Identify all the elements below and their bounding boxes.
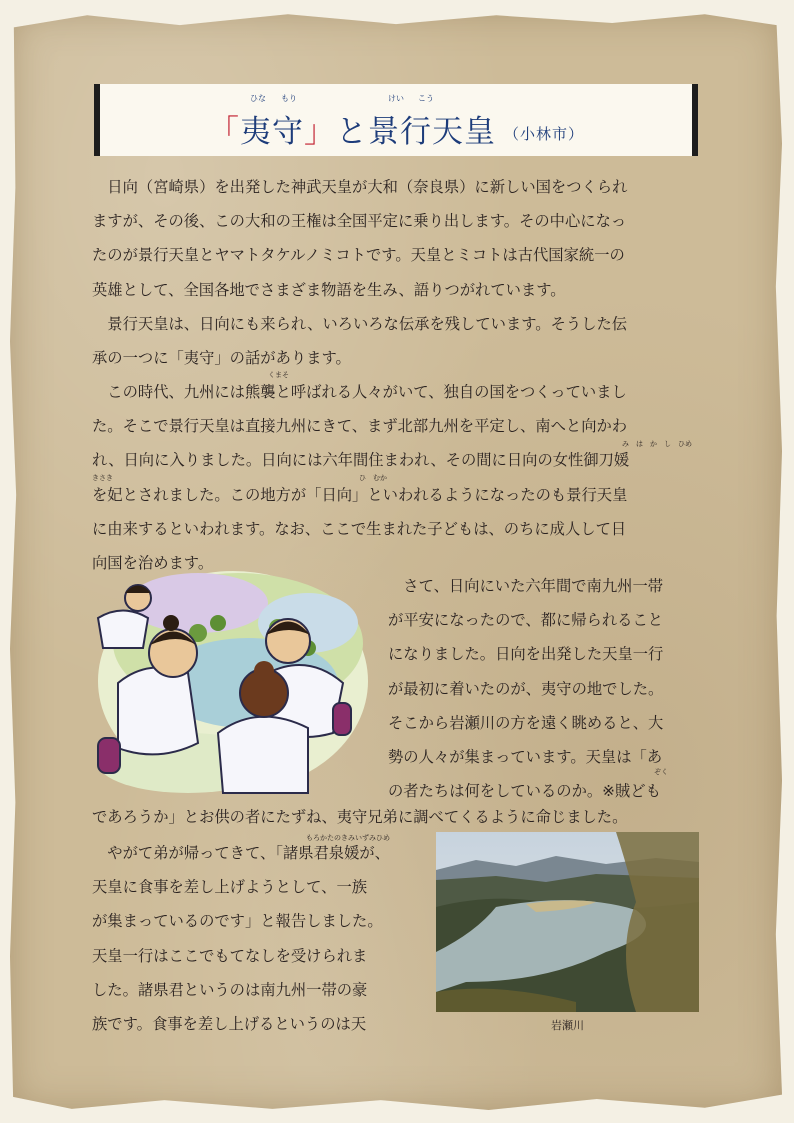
paragraph-4-continued: であろうか」とお供の者にたずね、夷守兄弟に調べてくるように命じました。 <box>92 808 628 826</box>
title-connector: と <box>335 114 368 150</box>
title-emperor: 景行天皇 <box>367 114 496 150</box>
photo-caption: 岩瀬川 <box>551 1019 584 1032</box>
paragraph-5: やがて弟が帰ってきて、「諸県君泉媛が、 天皇に食事を差し上げようとして、一族 が集まっているのです」と報告しました。 天皇一行はここでもてなしを受けられま した。諸県君というのは南九州一帯の豪 族です。食事を差し上げるというのは天 <box>92 844 390 1034</box>
illustration-emperor-party <box>78 563 368 801</box>
title-open-bracket: 「 <box>207 114 240 150</box>
paragraph-3: この時代、九州には熊襲と呼ばれる人々がいて、独自の国をつくっていまし た。そこで景行天皇は直接九州にきて、まず北部九州を平定し、南へと向かわ れ、日向に入りました。日向には六年間住まわれ、その間に日向の女性御刀媛 を妃とされました。この地方が「日向」といわれるようになったのも景行天皇 に由来するといわれます。なお、ここで生まれた子どもは、のちに成人して日 向国を治めます。 <box>92 383 630 573</box>
page-title <box>100 106 692 151</box>
title-location: （小林市） <box>503 125 584 143</box>
title-ruby-kei: けい <box>388 94 404 103</box>
photo-iwase-river <box>436 832 699 1012</box>
title-name: 夷守 <box>239 114 304 150</box>
ruby-morokata: もろかたのきみいずみひめ <box>306 834 390 842</box>
paragraph-2: 景行天皇は、日向にも来られ、いろいろな伝承を残しています。そうした伝 承の一つに「夷守」の話があります。 <box>92 315 628 368</box>
ruby-kisaki: きさき <box>92 474 113 482</box>
title-ruby-mori: もり <box>281 94 297 103</box>
title-ruby-kou: こう <box>418 94 434 103</box>
paragraph-1: 日向（宮崎県）を出発した神武天皇が大和（奈良県）に新しい国をつくられ ますが、その後、この大和の王権は全国平定に乗り出します。その中心になっ たのが景行天皇とヤマトタケルノミコトです。天皇とミコトは古代国家統一の 英雄として、全国各地でさまざま物語を生み、語りつがれています。 <box>92 178 628 299</box>
ruby-kumaso: くまそ <box>268 371 289 379</box>
ruby-himuka: ひ むか <box>359 474 387 482</box>
paragraph-4: さて、日向にいた六年間で南九州一帯 が平安になったので、都に帰られること になりました。日向を出発した天皇一行 が最初に着いたのが、夷守の地でした。 そこから岩瀬川の方を遠く眺めると、大 勢の人々が集まっています。天皇は「あ の者たちは何をしているのか。※賊ども <box>388 577 664 801</box>
ruby-mihakashihime: み は か し ひめ <box>622 440 692 448</box>
title-ruby-hina: ひな <box>250 94 266 103</box>
ruby-zoku: ぞく <box>654 768 668 776</box>
title-close-bracket: 」 <box>303 114 336 150</box>
title-box <box>94 84 698 156</box>
figure-back <box>98 585 151 648</box>
